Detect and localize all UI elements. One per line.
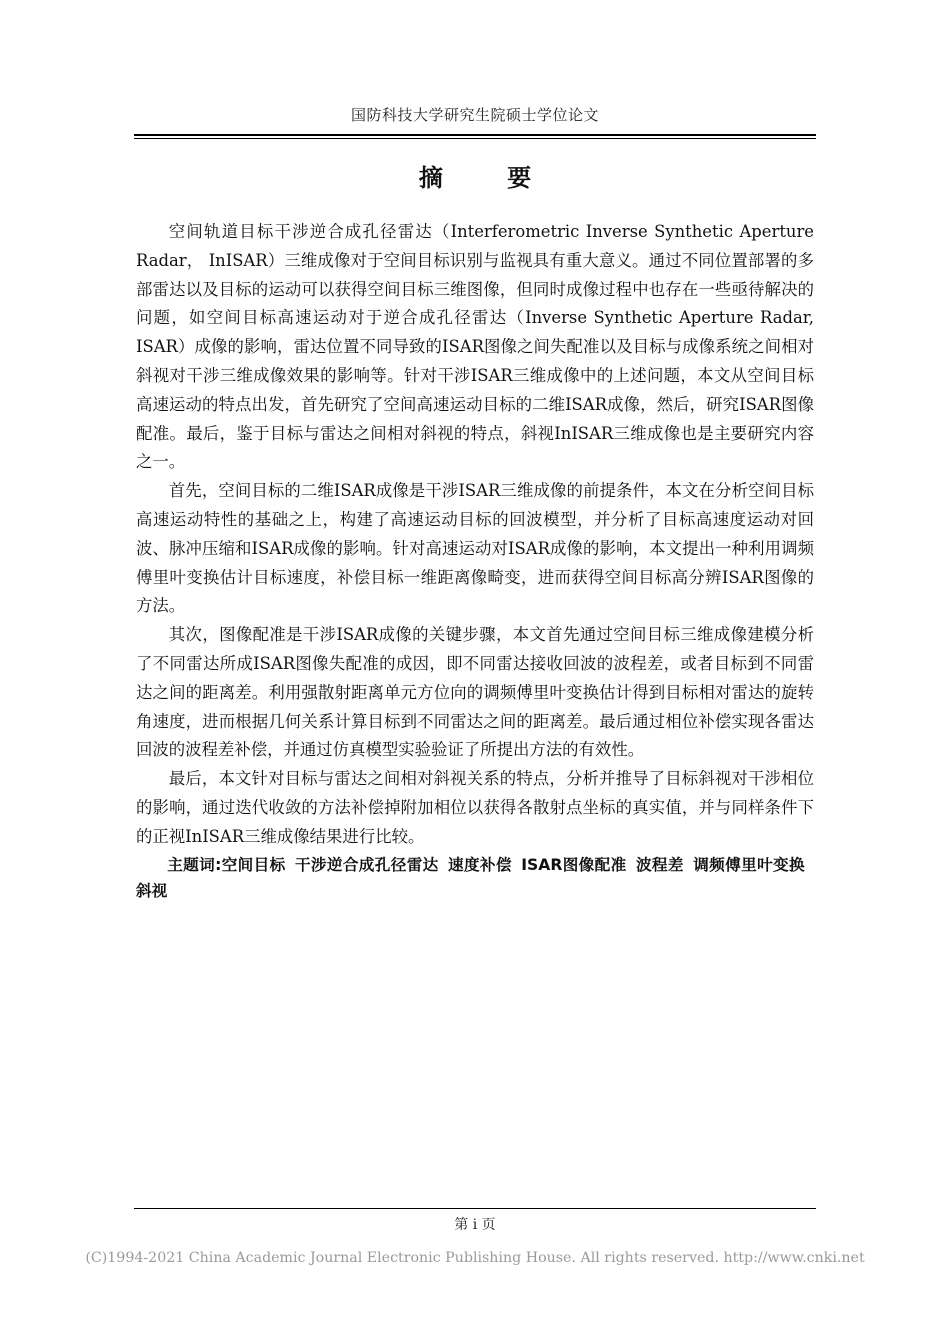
header-rule	[134, 134, 816, 139]
keyword: 斜视	[136, 881, 168, 900]
keyword: ISAR图像配准	[521, 855, 627, 874]
page-number: 第 i 页	[454, 1217, 496, 1233]
keyword: 干涉逆合成孔径雷达	[294, 855, 439, 874]
abstract-body	[136, 218, 814, 904]
abstract-heading: 摘 要	[418, 164, 560, 192]
abstract-paragraph: 其次，图像配准是干涉ISAR成像的关键步骤，本文首先通过空间目标三维成像建模分析了不同雷达所成ISAR图像失配准的成因，即不同雷达接收回波的波程差，或者目标到不同雷达之间的距离差。利用强散射距离单元方位向的调频傅里叶变换估计得到目标相对雷达的旋转角速度，进而根据几何关系计算目标到不同雷达之间的距离差。最后通过相位补偿实现各雷达回波的波程差补偿，并通过仿真模型实验验证了所提出方法的有效性。	[136, 625, 814, 760]
abstract-paragraph: 首先，空间目标的二维ISAR成像是干涉ISAR三维成像的前提条件，本文在分析空间目标高速运动特性的基础之上，构建了高速运动目标的回波模型，并分析了目标高速度运动对回波、脉冲压缩和ISAR成像的影响。针对高速运动对ISAR成像的影响，本文提出一种利用调频傅里叶变换估计目标速度，补偿目标一维距离像畸变，进而获得空间目标高分辨ISAR图像的方法。	[136, 481, 814, 616]
keyword: 空间目标	[221, 855, 286, 874]
abstract-paragraph: 空间轨道目标干涉逆合成孔径雷达（Interferometric Inverse Synthetic Aperture Radar， InISAR）三维成像对于空间目标识别与监视具有重大意义。通过不同位置部署的多部雷达以及目标的运动可以获得空间目标三维图像，但同时成像过程中也存在一些亟待解决的问题，如空间目标高速运动对于逆合成孔径雷达（Inverse Synthetic Aperture Radar, ISAR）成像的影响，雷达位置不同导致的ISAR图像之间失配准以及目标与成像系统之间相对斜视对干涉三维成像效果的影响等。针对干涉ISAR三维成像中的上述问题，本文从空间目标高速运动的特点出发，首先研究了空间高速运动目标的二维ISAR成像，然后，研究ISAR图像配准。最后，鉴于目标与雷达之间相对斜视的特点，斜视InISAR三维成像也是主要研究内容之一。	[136, 222, 814, 472]
keyword: 波程差	[635, 855, 684, 874]
abstract-paragraph: 最后，本文针对目标与雷达之间相对斜视关系的特点，分析并推导了目标斜视对干涉相位的影响，通过迭代收敛的方法补偿掉附加相位以获得各散射点坐标的真实值，并与同样条件下的正视InISAR三维成像结果进行比较。	[136, 769, 814, 846]
footer-rule	[134, 1208, 816, 1209]
keyword: 速度补偿	[448, 855, 512, 874]
keyword: 调频傅里叶变换	[693, 855, 805, 874]
copyright-notice: (C)1994-2021 China Academic Journal Electronic Publishing House. All rights reserved. http://www.cnki.net	[85, 1250, 865, 1266]
running-header-title: 国防科技大学研究生院硕士学位论文	[350, 106, 599, 124]
keywords-line	[136, 852, 814, 904]
keywords-label: 主题词:	[167, 855, 222, 874]
